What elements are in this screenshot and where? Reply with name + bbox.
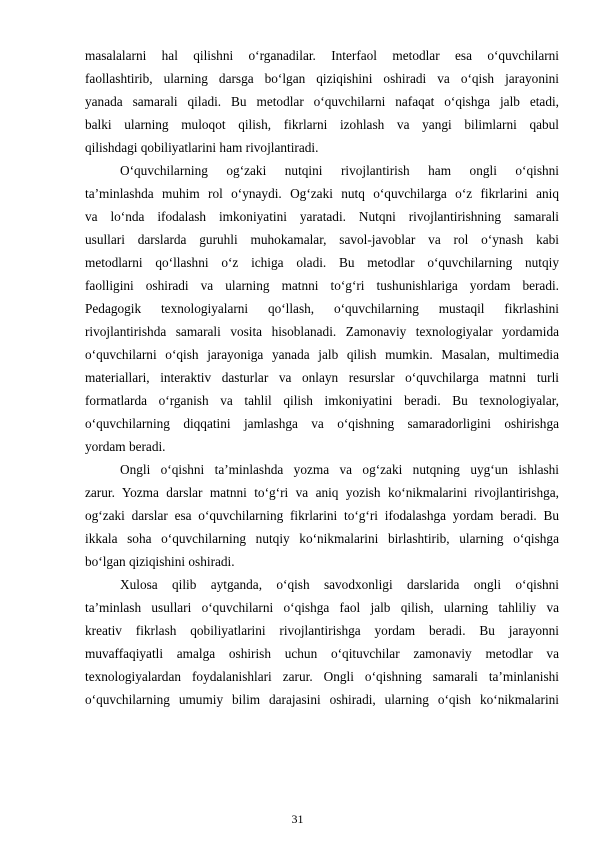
text-line: materiallari, interaktiv dasturlar va onlayn resurslar o‘quvchilarga matnni turli bbox=[85, 370, 559, 385]
text-line: va lo‘nda ifodalash imkoniyatini yaratadi. Nutqni rivojlantirishning samarali bbox=[85, 209, 559, 224]
text-line: yordam beradi. bbox=[85, 439, 166, 454]
text-line: ta’minlash usullari o‘quvchilarni o‘qishga faol jalb qilish, ularning tahliliy va bbox=[85, 600, 559, 615]
text-line: o‘quvchilarni o‘qish jarayoniga yanada jalb qilish mumkin. Masalan, multimedia bbox=[85, 347, 559, 362]
text-line: ta’minlashda muhim rol o‘ynaydi. Og‘zaki nutq o‘quvchilarga o‘z fikrlarini aniq bbox=[85, 186, 559, 201]
text-line: balki ularning muloqot qilish, fikrlarni izohlash va yangi bilimlarni qabul bbox=[85, 117, 559, 132]
page-number: 31 bbox=[291, 812, 304, 826]
text-line: faollashtirib, ularning darsga bo‘lgan qiziqishini oshiradi va o‘qish jarayonini bbox=[85, 71, 559, 86]
text-line: o‘quvchilarning diqqatini jamlashga va o‘qishning samaradorligini oshirishga bbox=[85, 416, 559, 431]
text-line: Ongli o‘qishni ta’minlashda yozma va og‘zaki nutqning uyg‘un ishlashi bbox=[120, 462, 559, 477]
text-line: Xulosa qilib aytganda, o‘qish savodxonligi darslarida ongli o‘qishni bbox=[120, 577, 559, 592]
text-line: masalalarni hal qilishni o‘rganadilar. Interfaol metodlar esa o‘quvchilarni bbox=[85, 48, 559, 63]
text-line: bo‘lgan qiziqishini oshiradi. bbox=[85, 554, 235, 569]
text-line: og‘zaki darslar esa o‘quvchilarning fikrlarini to‘g‘ri ifodalashga yordam beradi. Bu bbox=[85, 508, 559, 523]
text-line: ikkala soha o‘quvchilarning nutqiy ko‘nikmalarini birlashtirib, ularning o‘qishga bbox=[85, 531, 559, 546]
text-line: kreativ fikrlash qobiliyatlarini rivojlantirishga yordam beradi. Bu jarayonni bbox=[85, 623, 559, 638]
text-line: zarur. Yozma darslar matnni to‘g‘ri va aniq yozish ko‘nikmalarini rivojlantirishga, bbox=[85, 485, 559, 500]
text-line: metodlarni qo‘llashni o‘z ichiga oladi. Bu metodlar o‘quvchilarning nutqiy bbox=[85, 255, 559, 270]
text-line: muvaffaqiyatli amalga oshirish uchun o‘qituvchilar zamonaviy metodlar va bbox=[85, 646, 559, 661]
text-line: faolligini oshiradi va ularning matnni to‘g‘ri tushunishlariga yordam beradi. bbox=[85, 278, 559, 293]
text-line: o‘quvchilarning umumiy bilim darajasini oshiradi, ularning o‘qish ko‘nikmalarini bbox=[85, 692, 559, 707]
text-line: qilishdagi qobiliyatlarini ham rivojlantiradi. bbox=[85, 140, 319, 155]
text-line: rivojlantirishda samarali vosita hisoblanadi. Zamonaviy texnologiyalar yordamida bbox=[85, 324, 559, 339]
text-line: texnologiyalardan foydalanishlari zarur. Ongli o‘qishning samarali ta’minlanishi bbox=[85, 669, 559, 684]
text-line: formatlarda o‘rganish va tahlil qilish imkoniyatini beradi. Bu texnologiyalar, bbox=[85, 393, 559, 408]
text-line: usullari darslarda guruhli muhokamalar, savol-javoblar va rol o‘ynash kabi bbox=[85, 232, 559, 247]
text-line: Pedagogik texnologiyalarni qo‘llash, o‘quvchilarning mustaqil fikrlashini bbox=[85, 301, 559, 316]
text-line: yanada samarali qiladi. Bu metodlar o‘quvchilarni nafaqat o‘qishga jalb etadi, bbox=[85, 94, 559, 109]
text-line: O‘quvchilarning og‘zaki nutqini rivojlantirish ham ongli o‘qishni bbox=[120, 163, 559, 178]
